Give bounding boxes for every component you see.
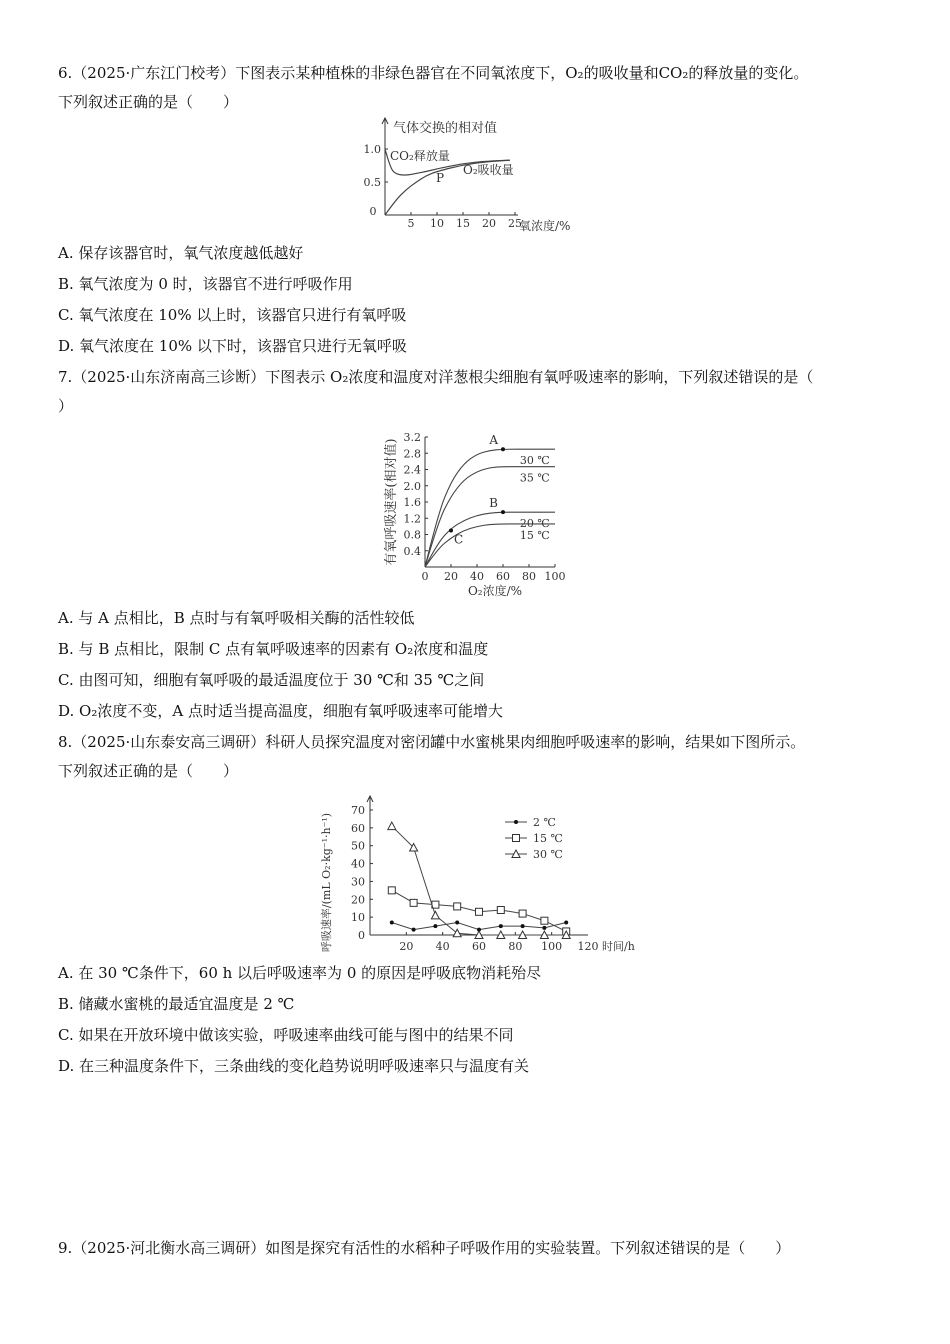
data-point <box>455 921 459 925</box>
q8-option-c: C. 如果在开放环境中做该实验，呼吸速率曲线可能与图中的结果不同 <box>58 1026 514 1044</box>
x-axis-label: O₂浓度/% <box>467 584 523 598</box>
data-point <box>410 899 417 906</box>
point-c <box>449 528 453 532</box>
y-tick-label: 1.2 <box>403 512 421 526</box>
q6-option-d: D. 氧气浓度在 10% 以下时，该器官只进行无氧呼吸 <box>58 337 407 355</box>
data-point <box>412 928 416 932</box>
x-tick-label: 10 <box>430 217 444 230</box>
series-label-0: 30 ℃ <box>519 454 550 468</box>
y-tick-label: 1.0 <box>363 143 381 156</box>
y-tick-label: 0 <box>358 929 365 942</box>
y-tick-label: 0.8 <box>403 528 421 542</box>
y-tick-label: 70 <box>351 804 365 817</box>
x-tick-label: 40 <box>435 940 450 953</box>
point-p-label: P <box>435 171 445 185</box>
y-tick-label: 0.5 <box>363 176 381 189</box>
x-tick-label: 60 <box>496 570 510 583</box>
legend-label-1: 15 ℃ <box>533 832 563 845</box>
legend-marker-0 <box>514 820 518 824</box>
y-tick-label: 20 <box>351 893 365 907</box>
data-point <box>564 921 568 925</box>
x-tick-label: 120 <box>577 940 599 953</box>
q8-option-b: B. 储藏水蜜桃的最适宜温度是 2 ℃ <box>58 995 295 1013</box>
point-a <box>501 447 505 451</box>
x-tick-label: 80 <box>522 570 536 583</box>
legend-label-2: 30 ℃ <box>533 848 563 861</box>
x-tick-label: 100 <box>544 570 566 583</box>
q8-stem-line1: 8.（2025·山东泰安高三调研）科研人员探究温度对密闭罐中水蜜桃果肉细胞呼吸速率的影响，结果如下图所示。 <box>58 733 806 751</box>
q8-stem-line2: 下列叙述正确的是（ ） <box>58 762 239 780</box>
x-axis-label: 氧浓度/% <box>519 219 571 233</box>
point-b <box>501 510 505 514</box>
q7-stem-line2: ） <box>58 397 74 415</box>
data-point <box>433 924 437 928</box>
q6-stem-line2: 下列叙述正确的是（ ） <box>58 93 239 111</box>
q7-option-d: D. O₂浓度不变，A 点时适当提高温度，细胞有氧呼吸速率可能增大 <box>58 702 503 720</box>
q8-option-d: D. 在三种温度条件下，三条曲线的变化趋势说明呼吸速率只与温度有关 <box>58 1057 530 1075</box>
x-tick-label: 15 <box>456 217 470 230</box>
data-point <box>542 926 546 930</box>
x-tick-label: 40 <box>470 570 484 583</box>
data-point <box>521 924 525 928</box>
y-tick-label: 10 <box>351 911 365 925</box>
x-tick-label: 0 <box>421 570 429 583</box>
x-axis-label: 时间/h <box>602 940 635 953</box>
q8-option-a: A. 在 30 ℃条件下，60 h 以后呼吸速率为 0 的原因是呼吸底物消耗殆尽 <box>58 964 542 982</box>
q6-stem-line1: 6.（2025·广东江门校考）下图表示某种植株的非绿色器官在不同氧浓度下，O₂的吸收量和CO₂的释放量的变化。 <box>58 64 809 82</box>
q7-stem-line1: 7.（2025·山东济南高三诊断）下图表示 O₂浓度和温度对洋葱根尖细胞有氧呼吸速率的影响，下列叙述错误的是（ <box>58 368 814 386</box>
legend-label-0: 2 ℃ <box>533 816 556 829</box>
q6-option-a: A. 保存该器官时，氧气浓度越低越好 <box>58 244 304 262</box>
y-tick-label: 40 <box>351 857 365 871</box>
data-point <box>499 924 503 928</box>
data-point <box>388 887 395 894</box>
q7-option-b: B. 与 B 点相比，限制 C 点有氧呼吸速率的因素有 O₂浓度和温度 <box>58 640 489 658</box>
o2-uptake-label: O₂吸收量 <box>463 163 514 178</box>
y-tick-label: 0.4 <box>403 544 421 558</box>
y-tick-label: 50 <box>351 839 365 853</box>
series-label-3: 15 ℃ <box>519 528 550 542</box>
y-tick-label: 60 <box>351 821 365 835</box>
q8-chart <box>300 792 670 958</box>
series-label-1: 35 ℃ <box>519 471 550 485</box>
y-tick-label: 1.6 <box>403 496 421 509</box>
q9-stem-line1: 9.（2025·河北衡水高三调研）如图是探究有活性的水稻种子呼吸作用的实验装置。下列叙述错误的是（ ） <box>58 1239 791 1257</box>
point-label-a: A <box>489 433 498 448</box>
data-point <box>431 911 439 919</box>
y-tick-label: 2.0 <box>403 479 421 493</box>
x-tick-label: 25 <box>508 217 522 230</box>
data-point <box>454 903 461 910</box>
x-tick-label: 80 <box>508 940 523 953</box>
legend-marker-1 <box>513 835 520 842</box>
data-point <box>497 907 504 914</box>
data-point <box>388 822 396 830</box>
data-point <box>519 910 526 917</box>
x-tick-label: 20 <box>399 940 414 953</box>
point-label-b: B <box>489 496 498 511</box>
series-label-2: 20 ℃ <box>519 517 550 531</box>
y-tick-label: 3.2 <box>403 431 421 444</box>
y-tick-label: 30 <box>351 875 365 889</box>
data-point <box>541 917 548 924</box>
co2-release-label: CO₂释放量 <box>390 148 450 163</box>
q6-option-b: B. 氧气浓度为 0 时，该器官不进行呼吸作用 <box>58 275 353 293</box>
q7-chart <box>375 425 575 601</box>
x-tick-label: 60 <box>472 940 486 953</box>
x-tick-label: 20 <box>444 570 458 583</box>
y-axis-label: 气体交换的相对值 <box>393 121 498 136</box>
x-tick-label: 20 <box>482 217 496 230</box>
y-tick-label: 2.4 <box>403 463 421 477</box>
x-tick-label: 100 <box>541 940 563 953</box>
y-axis-label: 有氧呼吸速率(相对值) <box>384 438 399 566</box>
q6-option-c: C. 氧气浓度在 10% 以上时，该器官只进行有氧呼吸 <box>58 306 407 324</box>
point-label-c: C <box>454 532 464 547</box>
x-tick-label: 0 <box>369 205 377 218</box>
y-axis-label: 呼吸速率/(mL O₂·kg⁻¹·h⁻¹) <box>320 812 333 953</box>
y-tick-label: 2.8 <box>403 447 421 461</box>
x-tick-label: 5 <box>407 217 415 230</box>
q7-option-c: C. 由图可知，细胞有氧呼吸的最适温度位于 30 ℃和 35 ℃之间 <box>58 671 485 689</box>
q7-option-a: A. 与 A 点相比，B 点时与有氧呼吸相关酶的活性较低 <box>58 609 415 627</box>
data-point <box>476 908 483 915</box>
q6-chart <box>355 113 595 238</box>
data-point <box>390 921 394 925</box>
